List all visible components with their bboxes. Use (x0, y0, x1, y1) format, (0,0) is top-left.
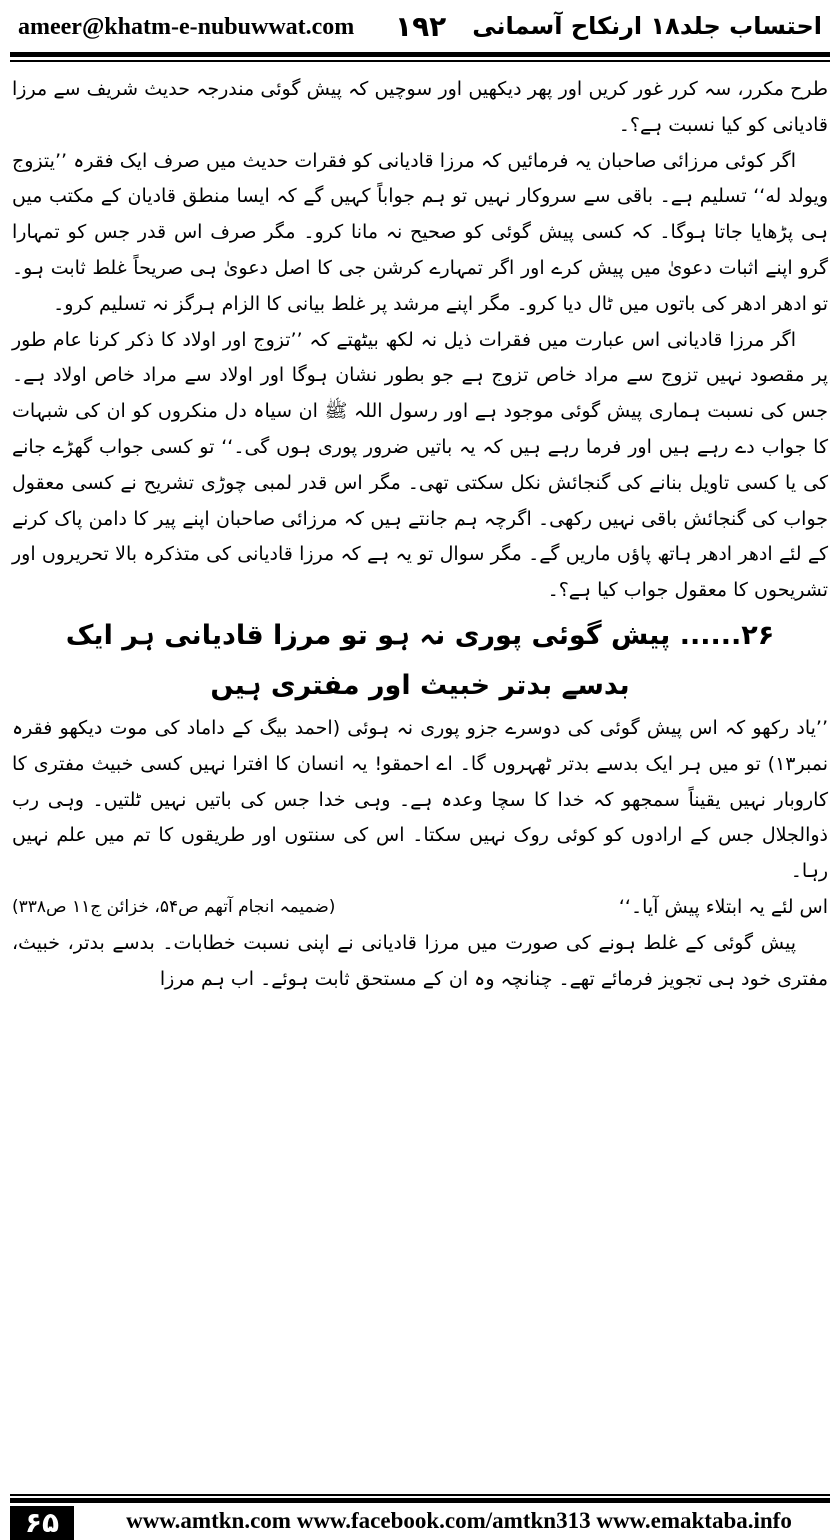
header-book-title: احتساب جلد۱۸ ارنکاح آسمانی (472, 12, 822, 40)
header-page-number: ۱۹۲ (395, 10, 447, 43)
section-heading (12, 611, 828, 711)
footer-rule-thin (10, 1494, 830, 1496)
page-header (10, 10, 830, 50)
paragraph-3: اگر مرزا قادیانی اس عبارت میں فقرات ذیل نہ لکھ بیٹھتے کہ ’’تزوج اور اولاد کا ذکر کرنا عام طور پر مقصود نہیں تزوج سے مراد خاص تزوج ہے جو بطور نشان ہوگا اور اولاد سے مراد خاص اولاد ہے۔ جس کی نسبت ہماری پیش گوئی موجود ہے اور رسول اللہ ﷺ ان سیاہ دل منکروں کو ان کی شبہات کا جواب دے رہے ہیں اور فرما رہے ہیں کہ یہ باتیں ضرور پوری ہوں گی۔‘‘ تو کسی جواب گھڑے جانے کی یا کسی تاویل بنانے کی گنجائش نکل سکتی تھی۔ مگر اس قدر لمبی چوڑی تشریح نے کسی معقول جواب کی گنجائش باقی نہیں رکھی۔ اگرچہ ہم جانتے ہیں کہ مرزائی صاحبان اپنے پیر کا دامن پاک کرنے کے لئے ادھر ادھر ہاتھ پاؤں ماریں گے۔ مگر سوال تو یہ ہے کہ مرزا قادیانی کی متذکرہ بالا تحریروں اور تشریحوں کا معقول جواب کیا ہے؟۔ (12, 328, 828, 602)
quote-end: اس لئے یہ ابتلاء پیش آیا۔‘‘ (618, 895, 828, 918)
footer-page-number: ۶۵ (10, 1506, 74, 1540)
header-email: ameer@khatm-e-nubuwwat.com (18, 14, 355, 40)
header-rule-thick (10, 52, 830, 57)
header-rule-thin (10, 60, 830, 62)
citation: (ضمیمہ انجام آتھم ص۵۴، خزائن ج۱۱ ص۳۳۸) (12, 896, 336, 917)
footer-rule-thick (10, 1498, 830, 1503)
paragraph-2: اگر کوئی مرزائی صاحبان یہ فرمائیں کہ مرزا قادیانی کو فقرات حدیث میں صرف ایک فقرہ ’’یتزوج ویولد له‘‘ تسلیم ہے۔ باقی سے سروکار نہیں تو ہم جواباً کہیں گے کہ ایسا منطق قادیان کے مکتب میں ہی پڑھایا جاتا ہوگا۔ کہ کسی پیش گوئی کو صحیح نہ مانا کرو۔ مگر صرف اس قدر جس کو تمہارا گرو اپنے اثبات دعویٰ میں پیش کرے اور اگر تمہارے کرشن جی کا اصل دعویٰ ہی صریحاً غلط ثابت ہو۔ تو ادھر ادھر کی باتوں میں ٹال دیا کرو۔ مگر اپنے مرشد پر غلط بیانی کا الزام ہرگز نہ تسلیم کرو۔ (12, 149, 828, 315)
section-heading-line-1: ۲۶...... پیش گوئی پوری نہ ہو تو مرزا قادیانی ہر ایک (65, 619, 775, 651)
footer-links: www.amtkn.com www.facebook.com/amtkn313 www.emaktaba.info (126, 1508, 792, 1533)
page-body (12, 72, 828, 997)
paragraph-1: طرح مکرر، سہ کرر غور کریں اور پھر دیکھیں اور سوچیں کہ پیش گوئی مندرجہ حدیث شریف سے مرزا قادیانی کو کیا نسبت ہے؟۔ (12, 78, 828, 136)
quote-end-line (12, 890, 828, 926)
quote-paragraph: ’’یاد رکھو کہ اس پیش گوئی کی دوسرے جزو پوری نہ ہوئی (احمد بیگ کے داماد کی موت دیکھو فقرہ نمبر۱۳) تو میں ہر ایک بدسے بدتر ٹھہروں گا۔ اے احمقو! یہ انسان کا افترا نہیں کسی خبیث مفتری کا کاروبار نہیں یقیناً سمجھو کہ خدا کا سچا وعدہ ہے۔ وہی خدا جس کی باتیں نہیں ٹلتیں۔ وہی رب ذوالجلال جس کے ارادوں کو کوئی روک نہیں سکتا۔ اس کی سنتوں اور طریقوں کا تم میں علم نہیں رہا۔ (12, 716, 828, 883)
paragraph-4: پیش گوئی کے غلط ہونے کی صورت میں مرزا قادیانی نے اپنی نسبت خطابات۔ بدسے بدتر، خبیث، مفتری خود ہی تجویز فرمائے تھے۔ چنانچہ وہ ان کے مستحق ثابت ہوئے۔ اب ہم مرزا (12, 931, 828, 990)
section-heading-line-2: بدسے بدتر خبیث اور مفتری ہیں (210, 669, 630, 701)
